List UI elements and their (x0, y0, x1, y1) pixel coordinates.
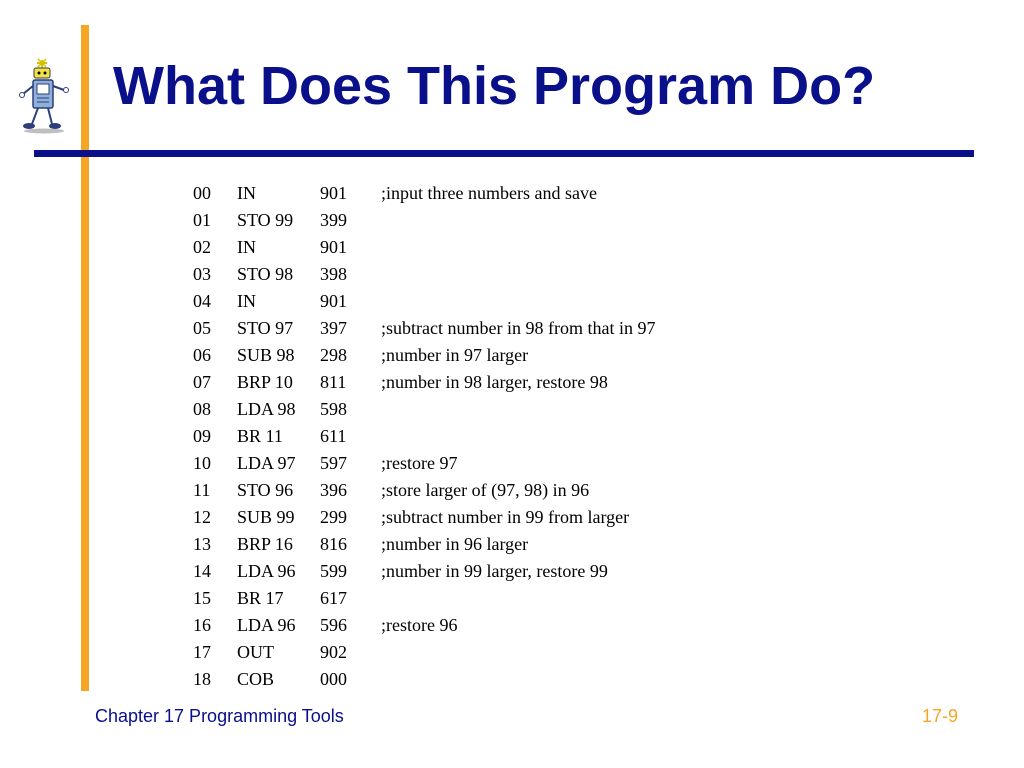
comment-cell: ;number in 98 larger, restore 98 (381, 372, 608, 392)
comment-cell: ;number in 99 larger, restore 99 (381, 561, 608, 581)
opcode-cell: 396 (320, 480, 347, 500)
opcode-cell: 611 (320, 426, 347, 446)
comment-cell: ;store larger of (97, 98) in 96 (381, 480, 590, 500)
instruction-cell: STO 98 (237, 264, 294, 284)
comment-cell: ;restore 96 (381, 615, 458, 635)
instruction-cell: LDA 96 (237, 615, 296, 635)
address-cell: 08 (193, 399, 211, 419)
comment-cell: ;subtract number in 99 from larger (381, 507, 630, 527)
instruction-cell: IN (237, 291, 256, 311)
instruction-cell: BR 11 (237, 426, 283, 446)
address-cell: 09 (193, 426, 211, 446)
instruction-cell: SUB 98 (237, 345, 295, 365)
opcode-cell: 299 (320, 507, 347, 527)
opcode-cell: 399 (320, 210, 347, 230)
accent-bar (81, 25, 89, 691)
opcode-cell: 000 (320, 669, 347, 689)
address-cell: 17 (193, 642, 211, 662)
comment-cell: ;number in 96 larger (381, 534, 529, 554)
robot-mascot-icon (18, 58, 72, 134)
opcode-cell: 811 (320, 372, 347, 392)
comment-cell: ;number in 97 larger (381, 345, 529, 365)
opcode-cell: 597 (320, 453, 347, 473)
instruction-cell: LDA 98 (237, 399, 296, 419)
instruction-cell: BR 17 (237, 588, 284, 608)
address-cell: 12 (193, 507, 211, 527)
comment-cell: ;subtract number in 98 from that in 97 (381, 318, 656, 338)
address-cell: 18 (193, 669, 211, 689)
comment-cell: ;restore 97 (381, 453, 458, 473)
address-cell: 14 (193, 561, 211, 581)
instruction-cell: STO 99 (237, 210, 294, 230)
address-cell: 15 (193, 588, 211, 608)
address-cell: 05 (193, 318, 211, 338)
address-cell: 13 (193, 534, 211, 554)
instruction-cell: SUB 99 (237, 507, 295, 527)
instruction-cell: IN (237, 183, 256, 203)
opcode-cell: 598 (320, 399, 347, 419)
comment-cell: ;input three numbers and save (381, 183, 597, 203)
opcode-cell: 901 (320, 183, 347, 203)
address-cell: 11 (193, 480, 211, 500)
opcode-cell: 902 (320, 642, 347, 662)
address-cell: 10 (193, 453, 211, 473)
opcode-cell: 298 (320, 345, 347, 365)
address-cell: 04 (193, 291, 211, 311)
address-cell: 06 (193, 345, 211, 365)
address-cell: 00 (193, 183, 211, 203)
slide-title: What Does This Program Do? (113, 56, 876, 116)
opcode-cell: 599 (320, 561, 347, 581)
opcode-cell: 901 (320, 291, 347, 311)
instruction-cell: COB (237, 669, 275, 689)
opcode-cell: 816 (320, 534, 347, 554)
opcode-cell: 397 (320, 318, 347, 338)
address-cell: 01 (193, 210, 211, 230)
address-cell: 16 (193, 615, 211, 635)
instruction-cell: LDA 96 (237, 561, 296, 581)
opcode-cell: 398 (320, 264, 347, 284)
opcode-cell: 596 (320, 615, 347, 635)
opcode-cell: 617 (320, 588, 347, 608)
instruction-cell: STO 97 (237, 318, 294, 338)
page-number: 17-9 (922, 706, 959, 726)
instruction-cell: IN (237, 237, 256, 257)
instruction-cell: BRP 16 (237, 534, 293, 554)
address-cell: 02 (193, 237, 211, 257)
instruction-cell: STO 96 (237, 480, 294, 500)
instruction-cell: OUT (237, 642, 274, 662)
address-cell: 07 (193, 372, 211, 392)
instruction-cell: LDA 97 (237, 453, 296, 473)
address-cell: 03 (193, 264, 211, 284)
footer-chapter: Chapter 17 Programming Tools (95, 706, 344, 726)
title-divider (34, 150, 974, 157)
instruction-cell: BRP 10 (237, 372, 293, 392)
opcode-cell: 901 (320, 237, 347, 257)
